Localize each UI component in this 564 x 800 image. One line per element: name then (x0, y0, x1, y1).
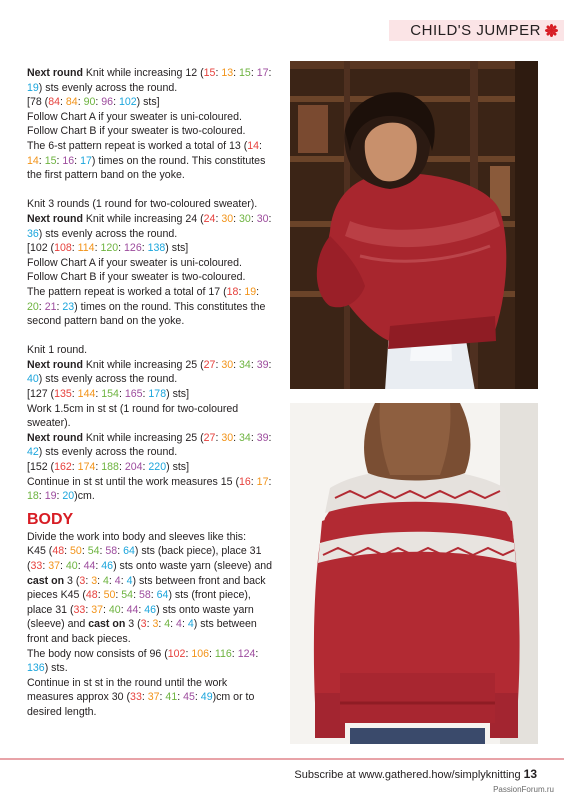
yoke-next-round-2: Next round Knit while increasing 24 (24: 30: 30: 30: 36) sts evenly across the round. (27, 212, 272, 240)
body-continue-note: Continue in st st in the round until the work measures approx 30 (33: 37: 41: 45: 49)cm or to desired length. (27, 676, 255, 718)
stitch-count-2: [102 (108: 114: 120: 126: 138) sts] (27, 242, 189, 255)
section-tab (389, 20, 564, 41)
continue-measure-note: Continue in st st until the work measures 15 (16: 17: 18: 19: 20)cm. (27, 475, 272, 503)
yoke-next-round-1: Next round Knit while increasing 12 (15: 13: 15: 17: 19) sts evenly across the round. (27, 67, 272, 94)
chart-a-note-1: Follow Chart A if your sweater is uni-coloured. (27, 110, 242, 123)
work-st-st-note: Work 1.5cm in st st (1 round for two-coloured sweater). (27, 402, 239, 430)
divide-work-note: Divide the work into body and sleeves like this: (27, 530, 247, 543)
page-number: 13 (523, 767, 537, 781)
section-title: CHILD'S JUMPER (410, 22, 541, 39)
chart-b-note-1: Follow Chart B if your sweater is two-coloured. (27, 125, 246, 138)
pattern-repeat-2: The pattern repeat is worked a total of 17 (18: 19: 20: 21: 23) times on the round. This constitutes the second pattern band on the yoke. (27, 285, 266, 328)
footer-rule (0, 758, 564, 760)
pattern-text-column (27, 66, 273, 720)
subscribe-link[interactable]: Subscribe at www.gathered.how/simplyknitting (294, 769, 521, 781)
knit-1-round: Knit 1 round. (27, 344, 88, 357)
photo-child-front-image (290, 61, 538, 389)
body-heading: BODY (27, 510, 74, 528)
photo-child-front (290, 61, 538, 389)
footer (294, 767, 537, 781)
yoke-next-round-3: Next round Knit while increasing 25 (27: 30: 34: 39: 40) sts evenly across the round. (27, 358, 272, 386)
chart-b-note-2: Follow Chart B if your sweater is two-coloured. (27, 271, 246, 284)
stitch-count-1: [78 (84: 84: 90: 96: 102) sts] (27, 96, 160, 109)
pattern-repeat-1: The 6-st pattern repeat is worked a total of 13 (14: 14: 15: 16: 17) times on the round. This constitutes the first pattern band on the yoke. (27, 139, 266, 182)
watermark: PassionForum.ru (493, 785, 554, 794)
chart-a-note-2: Follow Chart A if your sweater is uni-coloured. (27, 256, 242, 269)
stitch-count-3: [127 (135: 144: 154: 165: 178) sts] (27, 388, 190, 401)
yoke-next-round-4: Next round Knit while increasing 25 (27: 30: 34: 39: 42) sts evenly across the round. (27, 431, 272, 459)
knit-3-rounds: Knit 3 rounds (1 round for two-coloured sweater). (27, 198, 258, 211)
photo-child-back (290, 403, 538, 744)
photo-child-back-image (290, 403, 538, 744)
divide-instructions: K45 (48: 50: 54: 58: 64) sts (back piece), place 31 (33: 37: 40: 44: 46) sts onto waste yarn (sleeve) and cast on 3 (3: 3: 4: 4: 4) sts between front and back pieces K45 (48: 50: 54: 58: 64) sts (front piece), place 31 (33: 37: 40: 44: 46) sts onto waste yarn (sleeve) and cast on 3 (3: 3: 4: 4: 4) sts between front and back pieces. (27, 545, 273, 645)
body-stitch-count: The body now consists of 96 (102: 106: 116: 124: 136) sts. (27, 647, 259, 675)
stitch-count-4: [152 (162: 174: 188: 204: 220) sts] (27, 461, 190, 474)
star-icon (545, 24, 558, 37)
